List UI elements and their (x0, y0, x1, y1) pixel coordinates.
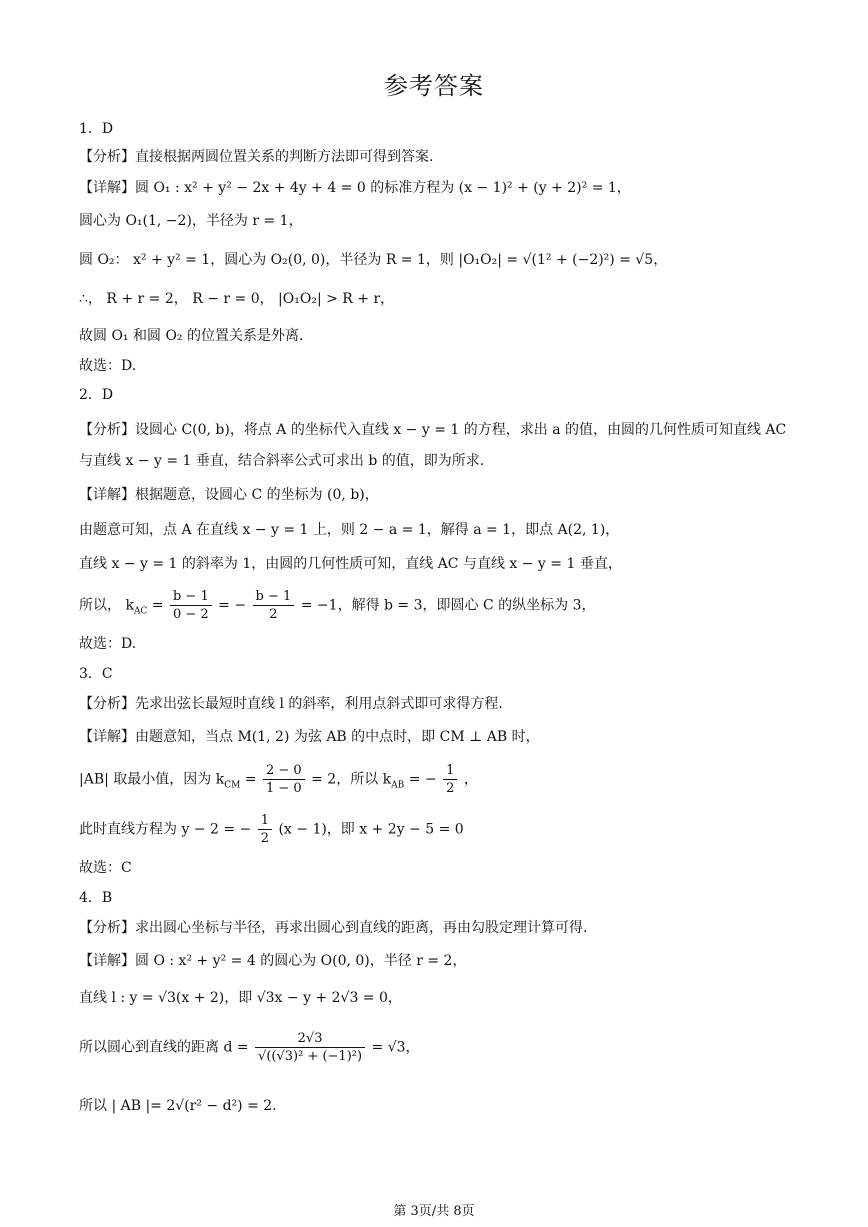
fraction-numerator: 2 − 0 (263, 762, 305, 780)
fraction-denominator: √((√3)² + (−1)²) (258, 1049, 363, 1064)
question-3-answer: 3．C (79, 666, 113, 682)
question-4-answer: 4．B (79, 890, 113, 906)
equals-sign: = − (404, 771, 442, 788)
question-1-answer: 1．D (79, 121, 114, 137)
slope-subscript: AC (133, 606, 148, 617)
question-2-choice: 故选：D. (79, 636, 137, 652)
fraction (255, 1030, 365, 1065)
question-2-detail-3: 直线 x − y = 1 的斜率为 1，由圆的几何性质可知，直线 AC 与直线 x − y = 1 垂直， (79, 556, 622, 572)
question-1-detail-2: 圆心为 O₁(1, −2)，半径为 r = 1， (79, 213, 303, 229)
question-2-analysis-2: 与直线 x − y = 1 垂直，结合斜率公式可求出 b 的值，即为所求. (79, 453, 485, 469)
question-3-detail-2 (79, 762, 828, 797)
question-2-answer: 2．D (79, 387, 114, 403)
equals-sign: = − (218, 597, 251, 614)
equation-head: 此时直线方程为 y − 2 = − (79, 821, 256, 838)
question-1-analysis: 【分析】直接根据两圆位置关系的判断方法即可得到答案. (79, 149, 434, 165)
fraction-denominator: 0 − 2 (172, 607, 209, 622)
fraction-numerator: 2√3 (255, 1030, 365, 1048)
question-4-detail-2: 直线 l : y = √3(x + 2)，即 √3x − y + 2√3 = 0， (79, 990, 402, 1006)
equation-tail: = −1，解得 b = 3，即圆心 C 的纵坐标为 3， (300, 597, 596, 614)
question-2-analysis-1: 【分析】设圆心 C(0, b)，将点 A 的坐标代入直线 x − y = 1 的方程，求出 a 的值，由圆的几何性质可知直线 AC (79, 422, 787, 438)
fraction-denominator: 2 (446, 781, 455, 796)
equals-sign: = (240, 771, 261, 788)
question-1-detail-4: ∴， R + r = 2， R − r = 0， |O₁O₂| > R + r， (79, 291, 395, 307)
question-3-detail-1: 【详解】由题意知，当点 M(1, 2) 为弦 AB 的中点时，即 CM ⊥ AB 时， (79, 729, 540, 745)
question-4-detail-4: 所以 | AB |= 2√(r² − d²) = 2. (79, 1098, 277, 1114)
fraction-numerator: 1 (258, 812, 272, 830)
question-1-detail-5: 故圆 O₁ 和圆 O₂ 的位置关系是外离. (79, 328, 304, 344)
fraction-denominator: 1 − 0 (265, 781, 302, 796)
fraction (443, 762, 457, 797)
equation-head: |AB| 取最小值，因为 k (79, 771, 225, 788)
question-4-analysis: 【分析】求出圆心坐标与半径，再求出圆心到直线的距离，再由勾股定理计算可得. (79, 920, 588, 936)
question-3-detail-3 (79, 812, 828, 847)
fraction (258, 812, 272, 847)
page-footer: 第 3页/共 8页 (393, 1204, 475, 1219)
equation-middle: = 2，所以 k (311, 771, 392, 788)
equals-sign: = (147, 597, 168, 614)
equation-tail: = √3， (371, 1039, 420, 1056)
fraction-denominator: 2 (269, 607, 278, 622)
fraction-numerator: b − 1 (253, 588, 295, 606)
question-1-detail-1: 【详解】圆 O₁ : x² + y² − 2x + 4y + 4 = 0 的标准方程为 (x − 1)² + (y + 2)² = 1， (79, 180, 631, 196)
question-3-choice: 故选：C (79, 860, 132, 876)
question-1-choice: 故选：D. (79, 358, 137, 374)
equation-tail: (x − 1)，即 x + 2y − 5 = 0 (278, 821, 464, 838)
fraction (170, 588, 212, 623)
fraction-numerator: b − 1 (170, 588, 212, 606)
page-title: 参考答案 (384, 72, 484, 100)
question-2-detail-4 (79, 588, 828, 623)
equation-head: 所以圆心到直线的距离 d = (79, 1039, 254, 1056)
slope-subscript: CM (224, 780, 241, 791)
fraction (253, 588, 295, 623)
question-2-detail-1: 【详解】根据题意，设圆心 C 的坐标为 (0, b)， (79, 487, 379, 503)
question-3-analysis: 【分析】先求出弦长最短时直线 l 的斜率，利用点斜式即可求得方程. (79, 696, 503, 712)
fraction-numerator: 1 (443, 762, 457, 780)
question-2-detail-2: 由题意可知，点 A 在直线 x − y = 1 上，则 2 − a = 1，解得 a = 1，即点 A(2, 1)， (79, 522, 620, 538)
question-4-detail-1: 【详解】圆 O : x² + y² = 4 的圆心为 O(0, 0)，半径 r = 2， (79, 953, 467, 969)
question-1-detail-3: 圆 O₂： x² + y² = 1，圆心为 O₂(0, 0)，半径为 R = 1，则 |O₁O₂| = √(1² + (−2)²) = √5， (79, 252, 668, 268)
slope-subscript: AB (391, 780, 405, 791)
slope-label: 所以， k (79, 597, 134, 614)
fraction (263, 762, 305, 797)
question-4-detail-3 (79, 1030, 828, 1065)
fraction-denominator: 2 (260, 831, 269, 846)
equation-tail: ， (463, 771, 478, 788)
